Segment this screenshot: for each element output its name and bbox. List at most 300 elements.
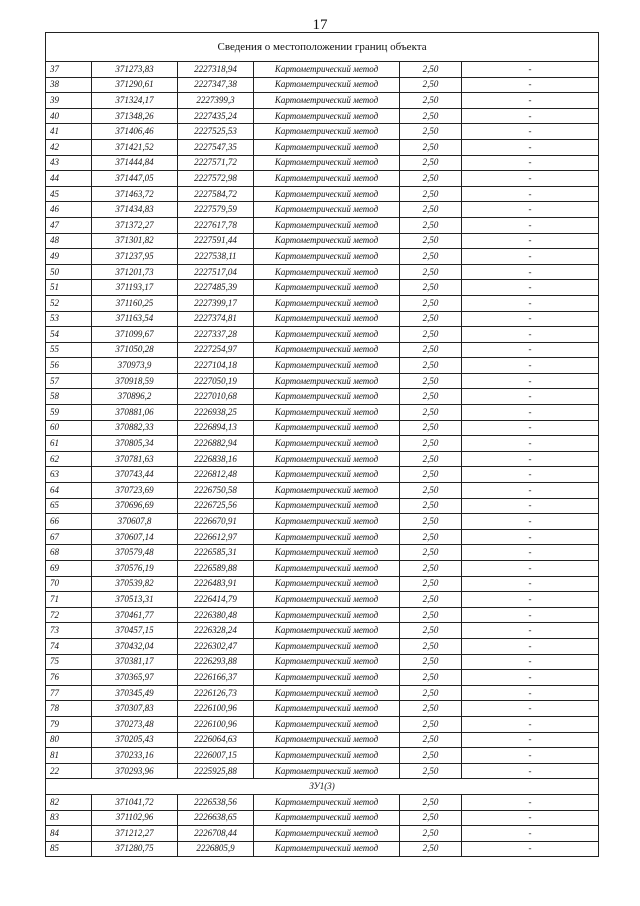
point-number-cell: 79 [46,716,92,732]
y-coordinate-cell: 2227104,18 [178,358,254,374]
table-row [46,592,599,608]
point-number-cell: 37 [46,62,92,78]
description-cell: - [462,373,599,389]
point-number-cell: 66 [46,514,92,530]
x-coordinate-cell: 371201,73 [92,264,178,280]
point-number-cell: 52 [46,295,92,311]
method-cell: Картометрический метод [254,342,400,358]
x-coordinate-cell: 371447,05 [92,171,178,187]
table-row [46,654,599,670]
method-cell: Картометрический метод [254,763,400,779]
table-row [46,716,599,732]
x-coordinate-cell: 371348,26 [92,108,178,124]
accuracy-cell: 2,50 [400,62,462,78]
accuracy-cell: 2,50 [400,171,462,187]
boundary-table [45,32,599,857]
table-row [46,342,599,358]
accuracy-cell: 2,50 [400,358,462,374]
accuracy-cell: 2,50 [400,701,462,717]
point-number-cell: 57 [46,373,92,389]
accuracy-cell: 2,50 [400,529,462,545]
y-coordinate-cell: 2227572,98 [178,171,254,187]
method-cell: Картометрический метод [254,685,400,701]
y-coordinate-cell: 2227399,17 [178,295,254,311]
description-cell: - [462,545,599,561]
table-row [46,794,599,810]
accuracy-cell: 2,50 [400,561,462,577]
table-row [46,810,599,826]
table-row [46,498,599,514]
y-coordinate-cell: 2227254,97 [178,342,254,358]
x-coordinate-cell: 371273,83 [92,62,178,78]
x-coordinate-cell: 371102,96 [92,810,178,826]
x-coordinate-cell: 370881,06 [92,405,178,421]
x-coordinate-cell: 371237,95 [92,249,178,265]
y-coordinate-cell: 2226838,16 [178,451,254,467]
y-coordinate-cell: 2227374,81 [178,311,254,327]
table-row [46,233,599,249]
description-cell: - [462,623,599,639]
accuracy-cell: 2,50 [400,139,462,155]
method-cell: Картометрический метод [254,327,400,343]
y-coordinate-cell: 2226100,96 [178,701,254,717]
description-cell: - [462,514,599,530]
description-cell: - [462,108,599,124]
description-cell: - [462,451,599,467]
table-row [46,638,599,654]
y-coordinate-cell: 2227584,72 [178,186,254,202]
point-number-cell: 63 [46,467,92,483]
description-cell: - [462,280,599,296]
description-cell: - [462,233,599,249]
point-number-cell: 76 [46,670,92,686]
accuracy-cell: 2,50 [400,576,462,592]
description-cell: - [462,498,599,514]
method-cell: Картометрический метод [254,217,400,233]
accuracy-cell: 2,50 [400,514,462,530]
method-cell: Картометрический метод [254,171,400,187]
page-number: 17 [312,17,328,33]
table-row [46,171,599,187]
x-coordinate-cell: 370723,69 [92,483,178,499]
point-number-cell: 82 [46,794,92,810]
x-coordinate-cell: 370273,48 [92,716,178,732]
y-coordinate-cell: 2226638,65 [178,810,254,826]
method-cell: Картометрический метод [254,420,400,436]
point-number-cell: 80 [46,732,92,748]
point-number-cell: 84 [46,826,92,842]
table-row [46,264,599,280]
method-cell: Картометрический метод [254,264,400,280]
x-coordinate-cell: 370513,31 [92,592,178,608]
y-coordinate-cell: 2227435,24 [178,108,254,124]
y-coordinate-cell: 2226585,31 [178,545,254,561]
accuracy-cell: 2,50 [400,186,462,202]
method-cell: Картометрический метод [254,514,400,530]
description-cell: - [462,794,599,810]
method-cell: Картометрический метод [254,436,400,452]
table-row [46,93,599,109]
description-cell: - [462,93,599,109]
accuracy-cell: 2,50 [400,420,462,436]
accuracy-cell: 2,50 [400,716,462,732]
y-coordinate-cell: 2227547,35 [178,139,254,155]
method-cell: Картометрический метод [254,701,400,717]
point-number-cell: 46 [46,202,92,218]
method-cell: Картометрический метод [254,295,400,311]
table-row [46,420,599,436]
y-coordinate-cell: 2226589,88 [178,561,254,577]
point-number-cell: 73 [46,623,92,639]
method-cell: Картометрический метод [254,794,400,810]
y-coordinate-cell: 2227050,19 [178,373,254,389]
description-cell: - [462,732,599,748]
table-row [46,139,599,155]
accuracy-cell: 2,50 [400,732,462,748]
description-cell: - [462,77,599,93]
y-coordinate-cell: 2226812,48 [178,467,254,483]
method-cell: Картометрический метод [254,77,400,93]
y-coordinate-cell: 2226670,91 [178,514,254,530]
x-coordinate-cell: 371280,75 [92,841,178,857]
section-row [46,779,599,795]
y-coordinate-cell: 2227517,04 [178,264,254,280]
description-cell: - [462,311,599,327]
method-cell: Картометрический метод [254,732,400,748]
x-coordinate-cell: 371434,83 [92,202,178,218]
method-cell: Картометрический метод [254,405,400,421]
point-number-cell: 69 [46,561,92,577]
description-cell: - [462,389,599,405]
table-row [46,202,599,218]
description-cell: - [462,202,599,218]
accuracy-cell: 2,50 [400,202,462,218]
point-number-cell: 60 [46,420,92,436]
x-coordinate-cell: 371099,67 [92,327,178,343]
table-row [46,561,599,577]
accuracy-cell: 2,50 [400,405,462,421]
y-coordinate-cell: 2227538,11 [178,249,254,265]
method-cell: Картометрический метод [254,467,400,483]
method-cell: Картометрический метод [254,670,400,686]
table-row [46,545,599,561]
accuracy-cell: 2,50 [400,77,462,93]
method-cell: Картометрический метод [254,810,400,826]
accuracy-cell: 2,50 [400,483,462,499]
table-row [46,467,599,483]
accuracy-cell: 2,50 [400,794,462,810]
y-coordinate-cell: 2226007,15 [178,748,254,764]
accuracy-cell: 2,50 [400,327,462,343]
x-coordinate-cell: 370607,8 [92,514,178,530]
point-number-cell: 64 [46,483,92,499]
accuracy-cell: 2,50 [400,124,462,140]
x-coordinate-cell: 370457,15 [92,623,178,639]
point-number-cell: 53 [46,311,92,327]
accuracy-cell: 2,50 [400,295,462,311]
table-row [46,358,599,374]
accuracy-cell: 2,50 [400,217,462,233]
y-coordinate-cell: 2226805,9 [178,841,254,857]
method-cell: Картометрический метод [254,373,400,389]
table-row [46,311,599,327]
description-cell: - [462,62,599,78]
point-number-cell: 54 [46,327,92,343]
description-cell: - [462,467,599,483]
y-coordinate-cell: 2227399,3 [178,93,254,109]
point-number-cell: 49 [46,249,92,265]
point-number-cell: 61 [46,436,92,452]
x-coordinate-cell: 371160,25 [92,295,178,311]
table-row [46,62,599,78]
description-cell: - [462,420,599,436]
x-coordinate-cell: 370233,16 [92,748,178,764]
point-number-cell: 51 [46,280,92,296]
point-number-cell: 59 [46,405,92,421]
x-coordinate-cell: 371041,72 [92,794,178,810]
description-cell: - [462,405,599,421]
description-cell: - [462,561,599,577]
y-coordinate-cell: 2226725,56 [178,498,254,514]
table-row [46,841,599,857]
point-number-cell: 56 [46,358,92,374]
accuracy-cell: 2,50 [400,280,462,296]
method-cell: Картометрический метод [254,498,400,514]
point-number-cell: 48 [46,233,92,249]
description-cell: - [462,670,599,686]
point-number-cell: 65 [46,498,92,514]
point-number-cell: 45 [46,186,92,202]
method-cell: Картометрический метод [254,155,400,171]
description-cell: - [462,826,599,842]
y-coordinate-cell: 2226612,97 [178,529,254,545]
accuracy-cell: 2,50 [400,389,462,405]
accuracy-cell: 2,50 [400,436,462,452]
point-number-cell: 50 [46,264,92,280]
x-coordinate-cell: 370743,44 [92,467,178,483]
y-coordinate-cell: 2226538,56 [178,794,254,810]
accuracy-cell: 2,50 [400,810,462,826]
accuracy-cell: 2,50 [400,342,462,358]
y-coordinate-cell: 2227337,28 [178,327,254,343]
x-coordinate-cell: 370307,83 [92,701,178,717]
method-cell: Картометрический метод [254,389,400,405]
x-coordinate-cell: 370345,49 [92,685,178,701]
x-coordinate-cell: 371463,72 [92,186,178,202]
method-cell: Картометрический метод [254,623,400,639]
description-cell: - [462,576,599,592]
description-cell: - [462,483,599,499]
y-coordinate-cell: 2226483,91 [178,576,254,592]
accuracy-cell: 2,50 [400,498,462,514]
description-cell: - [462,685,599,701]
x-coordinate-cell: 371372,27 [92,217,178,233]
accuracy-cell: 2,50 [400,545,462,561]
y-coordinate-cell: 2226293,88 [178,654,254,670]
method-cell: Картометрический метод [254,108,400,124]
x-coordinate-cell: 370293,96 [92,763,178,779]
y-coordinate-cell: 2226328,24 [178,623,254,639]
method-cell: Картометрический метод [254,592,400,608]
description-cell: - [462,139,599,155]
method-cell: Картометрический метод [254,186,400,202]
method-cell: Картометрический метод [254,483,400,499]
accuracy-cell: 2,50 [400,841,462,857]
y-coordinate-cell: 2226126,73 [178,685,254,701]
y-coordinate-cell: 2227347,38 [178,77,254,93]
description-cell: - [462,529,599,545]
method-cell: Картометрический метод [254,280,400,296]
point-number-cell: 47 [46,217,92,233]
method-cell: Картометрический метод [254,249,400,265]
method-cell: Картометрический метод [254,545,400,561]
point-number-cell: 75 [46,654,92,670]
table-row [46,77,599,93]
description-cell: - [462,810,599,826]
point-number-cell: 81 [46,748,92,764]
y-coordinate-cell: 2227318,94 [178,62,254,78]
x-coordinate-cell: 370973,9 [92,358,178,374]
point-number-cell: 22 [46,763,92,779]
table-row [46,373,599,389]
table-row [46,217,599,233]
description-cell: - [462,171,599,187]
table-row [46,451,599,467]
method-cell: Картометрический метод [254,826,400,842]
accuracy-cell: 2,50 [400,249,462,265]
x-coordinate-cell: 370882,33 [92,420,178,436]
x-coordinate-cell: 371406,46 [92,124,178,140]
method-cell: Картометрический метод [254,139,400,155]
accuracy-cell: 2,50 [400,826,462,842]
x-coordinate-cell: 370918,59 [92,373,178,389]
x-coordinate-cell: 371163,54 [92,311,178,327]
x-coordinate-cell: 371444,84 [92,155,178,171]
x-coordinate-cell: 370539,82 [92,576,178,592]
description-cell: - [462,701,599,717]
table-row [46,483,599,499]
y-coordinate-cell: 2226414,79 [178,592,254,608]
method-cell: Картометрический метод [254,607,400,623]
y-coordinate-cell: 2225925,88 [178,763,254,779]
x-coordinate-cell: 370579,48 [92,545,178,561]
table-row [46,186,599,202]
y-coordinate-cell: 2226100,96 [178,716,254,732]
x-coordinate-cell: 370381,17 [92,654,178,670]
description-cell: - [462,748,599,764]
x-coordinate-cell: 371050,28 [92,342,178,358]
point-number-cell: 44 [46,171,92,187]
description-cell: - [462,607,599,623]
table-row [46,732,599,748]
x-coordinate-cell: 370205,43 [92,732,178,748]
description-cell: - [462,592,599,608]
table-row [46,436,599,452]
accuracy-cell: 2,50 [400,670,462,686]
table-title-row [46,33,599,62]
method-cell: Картометрический метод [254,233,400,249]
y-coordinate-cell: 2226938,25 [178,405,254,421]
point-number-cell: 62 [46,451,92,467]
description-cell: - [462,249,599,265]
y-coordinate-cell: 2226708,44 [178,826,254,842]
description-cell: - [462,217,599,233]
table-row [46,108,599,124]
method-cell: Картометрический метод [254,654,400,670]
method-cell: Картометрический метод [254,358,400,374]
y-coordinate-cell: 2227617,78 [178,217,254,233]
accuracy-cell: 2,50 [400,748,462,764]
point-number-cell: 40 [46,108,92,124]
method-cell: Картометрический метод [254,124,400,140]
description-cell: - [462,186,599,202]
x-coordinate-cell: 370805,34 [92,436,178,452]
point-number-cell: 74 [46,638,92,654]
table-row [46,623,599,639]
y-coordinate-cell: 2226064,63 [178,732,254,748]
accuracy-cell: 2,50 [400,264,462,280]
table-row [46,529,599,545]
accuracy-cell: 2,50 [400,654,462,670]
table-row [46,327,599,343]
description-cell: - [462,716,599,732]
method-cell: Картометрический метод [254,561,400,577]
y-coordinate-cell: 2226750,58 [178,483,254,499]
accuracy-cell: 2,50 [400,467,462,483]
method-cell: Картометрический метод [254,451,400,467]
x-coordinate-cell: 370896,2 [92,389,178,405]
point-number-cell: 77 [46,685,92,701]
description-cell: - [462,155,599,171]
point-number-cell: 78 [46,701,92,717]
method-cell: Картометрический метод [254,93,400,109]
point-number-cell: 71 [46,592,92,608]
point-number-cell: 68 [46,545,92,561]
table-row [46,748,599,764]
table-row [46,295,599,311]
x-coordinate-cell: 370781,63 [92,451,178,467]
x-coordinate-cell: 370576,19 [92,561,178,577]
method-cell: Картометрический метод [254,202,400,218]
x-coordinate-cell: 370607,14 [92,529,178,545]
point-number-cell: 38 [46,77,92,93]
method-cell: Картометрический метод [254,529,400,545]
table-row [46,576,599,592]
method-cell: Картометрический метод [254,62,400,78]
description-cell: - [462,264,599,280]
description-cell: - [462,124,599,140]
table-row [46,701,599,717]
method-cell: Картометрический метод [254,638,400,654]
table-row [46,685,599,701]
x-coordinate-cell: 370432,04 [92,638,178,654]
method-cell: Картометрический метод [254,716,400,732]
table-row [46,124,599,140]
x-coordinate-cell: 371301,82 [92,233,178,249]
point-number-cell: 55 [46,342,92,358]
point-number-cell: 41 [46,124,92,140]
x-coordinate-cell: 371324,17 [92,93,178,109]
y-coordinate-cell: 2226380,48 [178,607,254,623]
accuracy-cell: 2,50 [400,108,462,124]
accuracy-cell: 2,50 [400,451,462,467]
accuracy-cell: 2,50 [400,233,462,249]
y-coordinate-cell: 2226894,13 [178,420,254,436]
accuracy-cell: 2,50 [400,373,462,389]
accuracy-cell: 2,50 [400,607,462,623]
accuracy-cell: 2,50 [400,638,462,654]
table-row [46,763,599,779]
